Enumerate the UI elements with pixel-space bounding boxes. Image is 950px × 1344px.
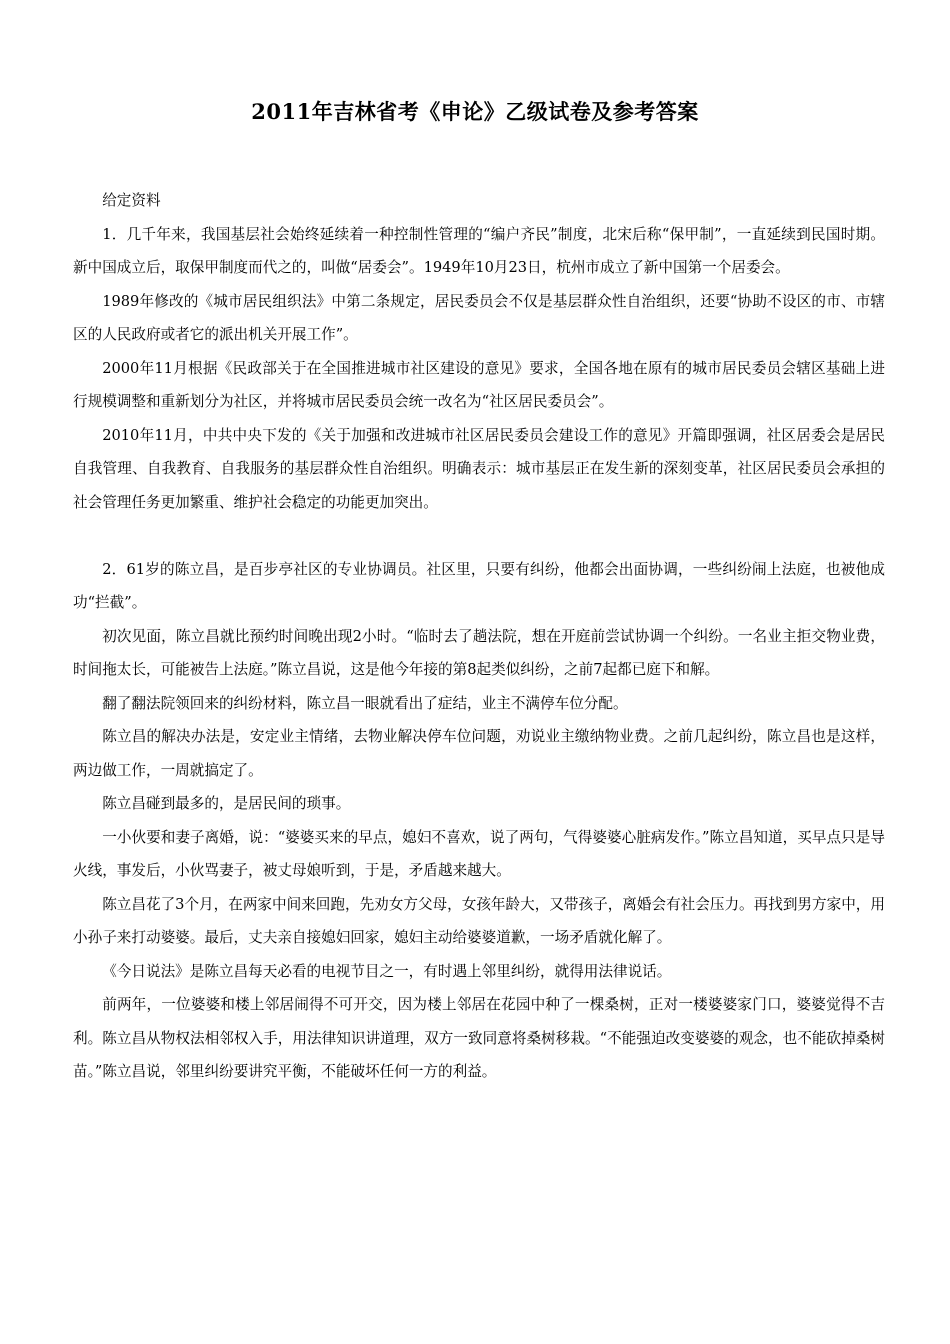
paragraph: 初次见面，陈立昌就比预约时间晚出现2小时。“临时去了趟法院，想在开庭前尝试协调一个纠纷。一名业主拒交物业费，时间拖太长，可能被告上法庭。”陈立昌说，这是他今年接的第8起类似纠纷，之前7起都已庭下和解。	[73, 627, 885, 678]
paragraph: 2．61岁的陈立昌，是百步亭社区的专业协调员。社区里，只要有纠纷，他都会出面协调，一些纠纷闹上法庭，也被他成功“拦截”。	[73, 560, 885, 611]
paragraph: 翻了翻法院领回来的纠纷材料，陈立昌一眼就看出了症结，业主不满停车位分配。	[102, 694, 628, 712]
paragraph: 1．几千年来，我国基层社会始终延续着一种控制性管理的“编户齐民”制度，北宋后称“保甲制”，一直延续到民国时期。新中国成立后，取保甲制度而代之的，叫做“居委会”。1949年10月23日，杭州市成立了新中国第一个居委会。	[73, 225, 885, 276]
paragraph: 2000年11月根据《民政部关于在全国推进城市社区建设的意见》要求，全国各地在原有的城市居民委员会辖区基础上进行规模调整和重新划分为社区，并将城市居民委员会统一改名为“社区居民委员会”。	[73, 359, 885, 410]
paragraph: 前两年，一位婆婆和楼上邻居闹得不可开交，因为楼上邻居在花园中种了一棵桑树，正对一楼婆婆家门口，婆婆觉得不吉利。陈立昌从物权法相邻权入手，用法律知识讲道理，双方一致同意将桑树移栽。“不能强迫改变婆婆的观念，也不能砍掉桑树苗。”陈立昌说，邻里纠纷要讲究平衡，不能破坏任何一方的利益。	[73, 996, 885, 1080]
section-heading: 给定资料	[102, 192, 161, 209]
paragraph: 陈立昌花了3个月，在两家中间来回跑，先劝女方父母，女孩年龄大，又带孩子，离婚会有社会压力。再找到男方家中，用小孙子来打动婆婆。最后，丈夫亲自接媳妇回家，媳妇主动给婆婆道歉，一场矛盾就化解了。	[73, 895, 885, 946]
document-body	[73, 184, 885, 1089]
paragraph: 陈立昌的解决办法是，安定业主情绪，去物业解决停车位问题，劝说业主缴纳物业费。之前几起纠纷，陈立昌也是这样，两边做工作，一周就搞定了。	[73, 728, 885, 779]
document-title: 2011年吉林省考《申论》乙级试卷及参考答案	[251, 99, 699, 124]
paragraph: 陈立昌碰到最多的，是居民间的琐事。	[102, 795, 351, 812]
paragraph: 《今日说法》是陈立昌每天必看的电视节目之一，有时遇上邻里纠纷，就得用法律说话。	[102, 962, 672, 980]
paragraph: 2010年11月，中共中央下发的《关于加强和改进城市社区居民委员会建设工作的意见》开篇即强调，社区居委会是居民自我管理、自我教育、自我服务的基层群众性自治组织。明确表示：城市基层正在发生新的深刻变革，社区居民委员会承担的社会管理任务更加繁重、维护社会稳定的功能更加突出。	[73, 426, 885, 511]
paragraph-gap	[73, 519, 885, 553]
paragraph: 一小伙要和妻子离婚，说：“婆婆买来的早点，媳妇不喜欢，说了两句，气得婆婆心脏病发作。”陈立昌知道，买早点只是导火线，事发后，小伙骂妻子，被丈母娘听到，于是，矛盾越来越大。	[73, 828, 885, 879]
paragraph: 1989年修改的《城市居民组织法》中第二条规定，居民委员会不仅是基层群众性自治组织，还要“协助不设区的市、市辖区的人民政府或者它的派出机关开展工作”。	[73, 292, 885, 343]
